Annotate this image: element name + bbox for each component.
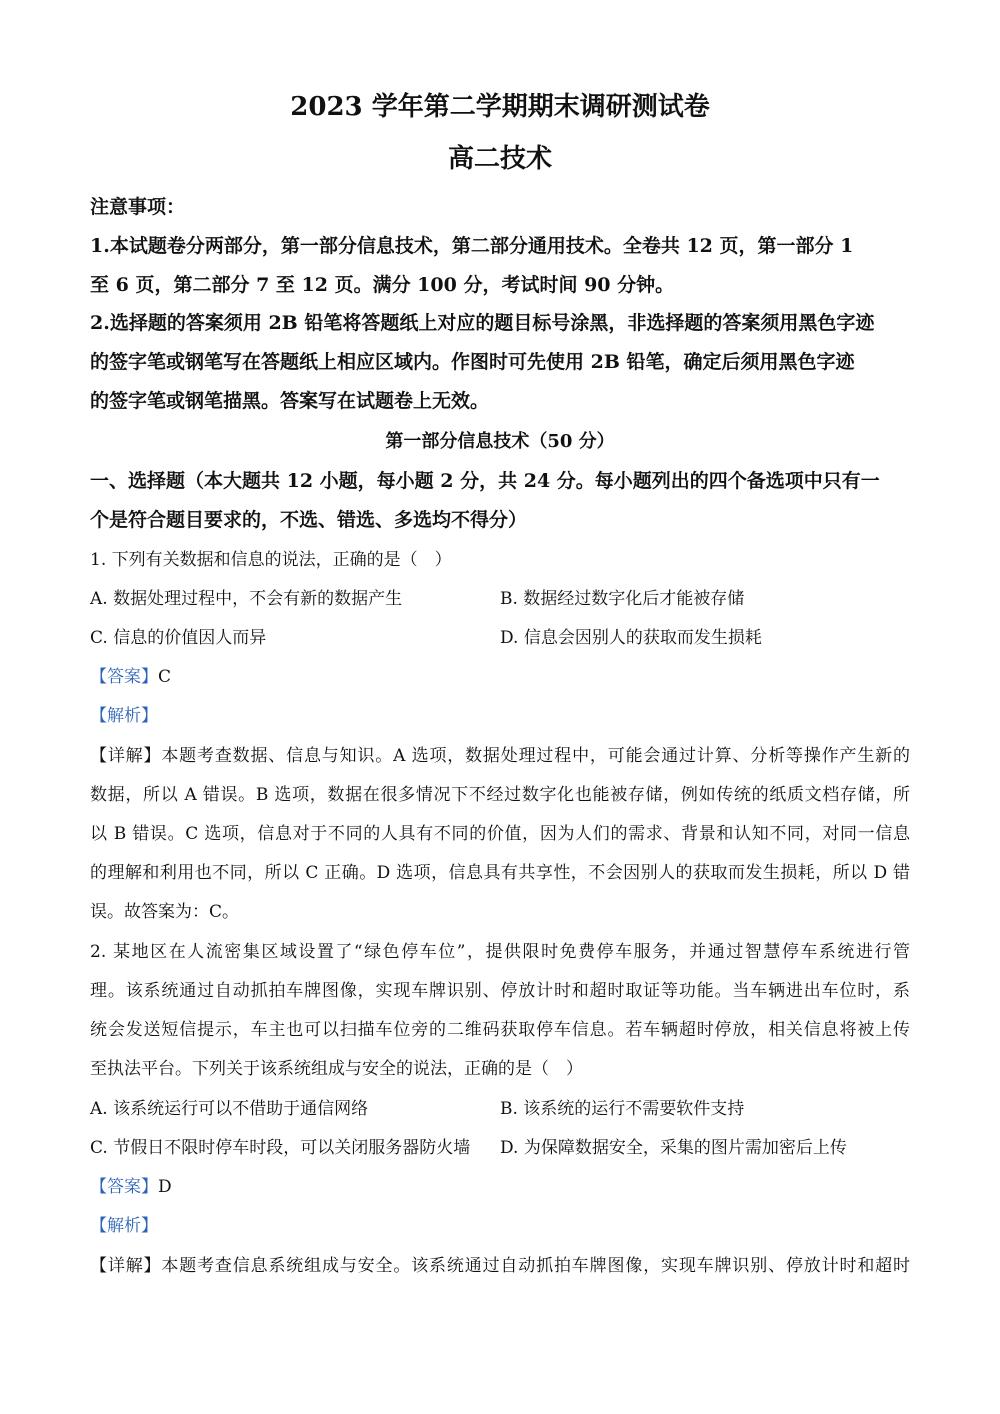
notice-line: 的签字笔或钢笔写在答题纸上相应区域内。作图时可先使用 2B 铅笔，确定后须用黑色字迹	[90, 351, 855, 373]
q1-analysis	[90, 701, 910, 726]
q2-option-b: B. 该系统的运行不需要软件支持	[500, 1099, 745, 1119]
q1-stem: 1. 下列有关数据和信息的说法，正确的是（ ）	[90, 550, 452, 570]
notice-line: 至 6 页，第二部分 7 至 12 页。满分 100 分，考试时间 90 分钟。	[90, 274, 675, 296]
answer-tag: 【答案】	[90, 1177, 158, 1197]
detail-tag: 【详解】	[90, 1256, 162, 1276]
notice-line: 2.选择题的答案须用 2B 铅笔将答题纸上对应的题目标号涂黑，非选择题的答案须用黑色字迹	[90, 312, 875, 334]
q2-detail-line	[90, 1251, 910, 1276]
q1-answer	[90, 662, 910, 687]
answer-tag: 【答案】	[90, 667, 158, 687]
detail-text: 本题考查数据、信息与知识。A 选项，数据处理过程中，可能会通过计算、分析等操作产生新的	[161, 746, 911, 766]
section-heading-line: 一、选择题（本大题共 12 小题，每小题 2 分，共 24 分。每小题列出的四个备选项中只有一	[90, 470, 880, 492]
q1-option-a: A. 数据处理过程中，不会有新的数据产生	[90, 589, 403, 609]
q1-option-c: C. 信息的价值因人而异	[90, 628, 267, 648]
q2-stem-line: 统会发送短信提示，车主也可以扫描车位旁的二维码获取停车信息。若车辆超时停放，相关信息将被上传	[90, 1020, 910, 1040]
q2-option-c: C. 节假日不限时停车时段，可以关闭服务器防火墙	[90, 1138, 471, 1158]
detail-text: 本题考查信息系统组成与安全。该系统通过自动抓拍车牌图像，实现车牌识别、停放计时和超时	[161, 1256, 911, 1276]
q2-analysis	[90, 1211, 910, 1236]
part1-heading: 第一部分信息技术（50 分）	[385, 431, 615, 452]
q1-detail-line: 的理解和利用也不同，所以 C 正确。D 选项，信息具有共享性，不会因别人的获取而发生损耗，所以 D 错	[90, 863, 910, 883]
analysis-tag: 【解析】	[90, 706, 158, 726]
notice-heading: 注意事项：	[90, 196, 186, 218]
notice-line: 1.本试题卷分两部分，第一部分信息技术，第二部分通用技术。全卷共 12 页，第一部分 1	[90, 235, 854, 257]
section-heading-line: 个是符合题目要求的，不选、错选、多选均不得分）	[90, 509, 528, 531]
q1-option-b: B. 数据经过数字化后才能被存储	[500, 589, 745, 609]
q2-stem-line: 理。该系统通过自动抓拍车牌图像，实现车牌识别、停放计时和超时取证等功能。当车辆进出车位时，系	[90, 981, 910, 1001]
q1-detail-line	[90, 741, 910, 766]
q1-option-d: D. 信息会因别人的获取而发生损耗	[500, 628, 762, 648]
exam-title: 2023 学年第二学期期末调研测试卷	[290, 92, 710, 122]
q2-stem-line: 2. 某地区在人流密集区域设置了“绿色停车位”，提供限时免费停车服务，并通过智慧停车系统进行管	[90, 942, 910, 962]
notice-line: 的签字笔或钢笔描黑。答案写在试题卷上无效。	[90, 390, 490, 412]
answer-value: C	[158, 667, 172, 687]
answer-value: D	[158, 1177, 172, 1197]
analysis-tag: 【解析】	[90, 1216, 158, 1236]
q2-option-d: D. 为保障数据安全，采集的图片需加密后上传	[500, 1138, 847, 1158]
q1-detail-line: 误。故答案为：C。	[90, 902, 240, 922]
q2-stem-line: 至执法平台。下列关于该系统组成与安全的说法，正确的是（ ）	[90, 1059, 583, 1079]
detail-tag: 【详解】	[90, 746, 162, 766]
q1-detail-line: 以 B 错误。C 选项，信息对于不同的人具有不同的价值，因为人们的需求、背景和认知不同，对同一信息	[90, 824, 910, 844]
exam-subtitle: 高二技术	[447, 144, 552, 174]
q2-answer	[90, 1172, 910, 1197]
q1-detail-line: 数据，所以 A 错误。B 选项，数据在很多情况下不经过数字化也能被存储，例如传统的纸质文档存储，所	[90, 785, 910, 805]
q2-option-a: A. 该系统运行可以不借助于通信网络	[90, 1099, 369, 1119]
